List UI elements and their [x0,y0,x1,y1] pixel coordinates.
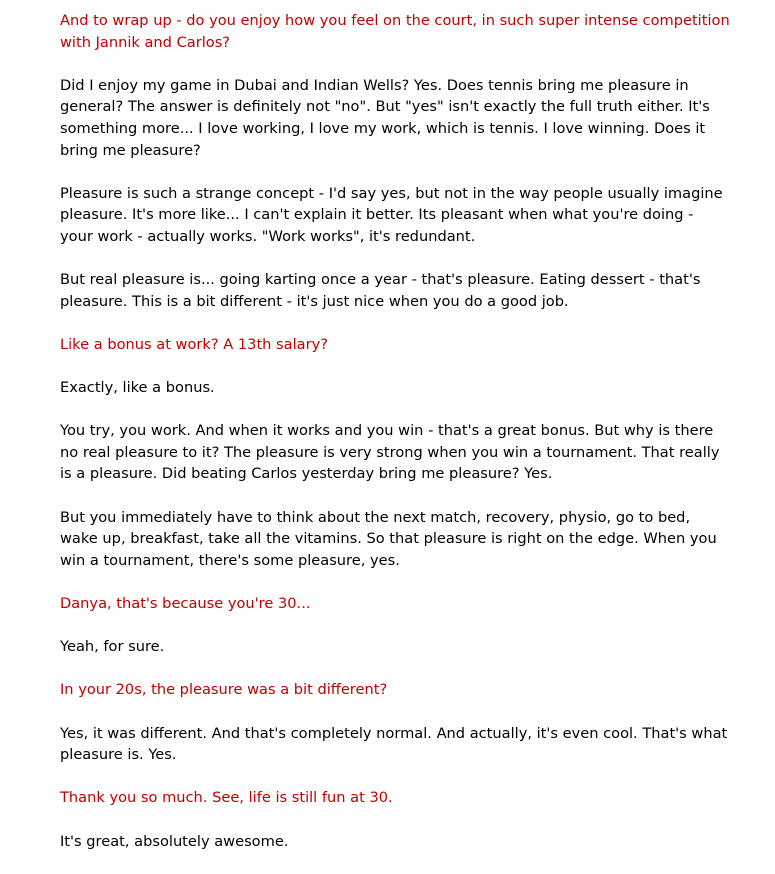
interview-question: In your 20s, the pleasure was a bit different? [60,681,388,699]
interview-answer: But real pleasure is... going karting once a year - that's pleasure. Eating dessert - that's pleasure. This is a bit different - it's just nice when you do a good job. [60,271,701,310]
interview-answer: It's great, absolutely awesome. [60,832,289,850]
interview-answer: Did I enjoy my game in Dubai and Indian Wells? Yes. Does tennis bring me pleasure in general? The answer is definitely not "no". But "yes" isn't exactly the full truth either. It's something more... I love working, I love my work, which is tennis. I love winning. Does it bring me pleasure? [60,76,710,159]
interview-question: Thank you so much. See, life is still fun at 30. [60,789,393,807]
interview-question: Danya, that's because you're 30... [60,595,311,613]
interview-answer: Exactly, like a bonus. [60,379,215,397]
interview-question: Like a bonus at work? A 13th salary? [60,335,328,353]
interview-answer: Yes, it was different. And that's completely normal. And actually, it's even cool. That's what pleasure is. Yes. [60,724,728,764]
interview-question: And to wrap up - do you enjoy how you feel on the court, in such super intense competition with Jannik and Carlos? [60,12,730,51]
interview-answer: You try, you work. And when it works and you win - that's a great bonus. But why is there no real pleasure to it? The pleasure is very strong when you win a tournament. That really is a pleasure. Did beating Carlos yesterday bring me pleasure? Yes. [60,422,720,483]
interview-answer: Yeah, for sure. [60,638,165,656]
interview-document [60,10,730,874]
interview-answer: Pleasure is such a strange concept - I'd say yes, but not in the way people usually imagine pleasure. It's more like... I can't explain it better. Its pleasant when what you're doing - your work - actually works. "Work works", it's redundant. [60,184,723,245]
interview-answer: But you immediately have to think about the next match, recovery, physio, go to bed, wake up, breakfast, take all the vitamins. So that pleasure is right on the edge. When you win a tournament, there's some pleasure, yes. [60,508,717,569]
